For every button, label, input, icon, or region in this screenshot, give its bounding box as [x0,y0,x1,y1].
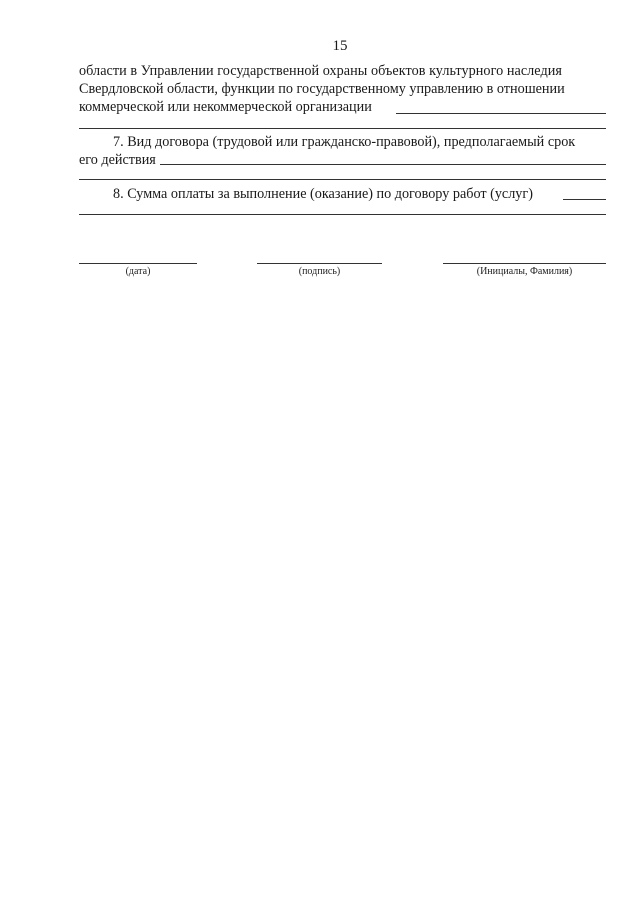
paragraph-6-line-2: Свердловской области, функции по государственному управлению в отношении [79,81,565,97]
name-line [443,263,606,264]
date-line [79,263,197,264]
item-7-fill-line [160,164,606,165]
date-caption: (дата) [125,266,151,277]
paragraph-6-line-1: области в Управлении государственной охраны объектов культурного наследия [79,63,562,79]
paragraph-6-line-3: коммерческой или некоммерческой организации [79,99,372,115]
item-7-blank-line [79,179,606,180]
signature-caption: (подпись) [298,266,341,277]
item-8-line-1: 8. Сумма оплаты за выполнение (оказание) по договору работ (услуг) [113,186,533,202]
paragraph-6-blank-line [79,128,606,129]
item-7-line-2: его действия [79,152,156,168]
item-7-line-1: 7. Вид договора (трудовой или гражданско-правовой), предполагаемый срок [113,134,576,150]
item-8-fill-line [563,199,606,200]
item-8-blank-line [79,214,606,215]
paragraph-6-fill-line [396,113,606,114]
signature-line [257,263,382,264]
page-number: 15 [332,38,348,54]
name-caption: (Инициалы, Фамилия) [476,266,573,277]
